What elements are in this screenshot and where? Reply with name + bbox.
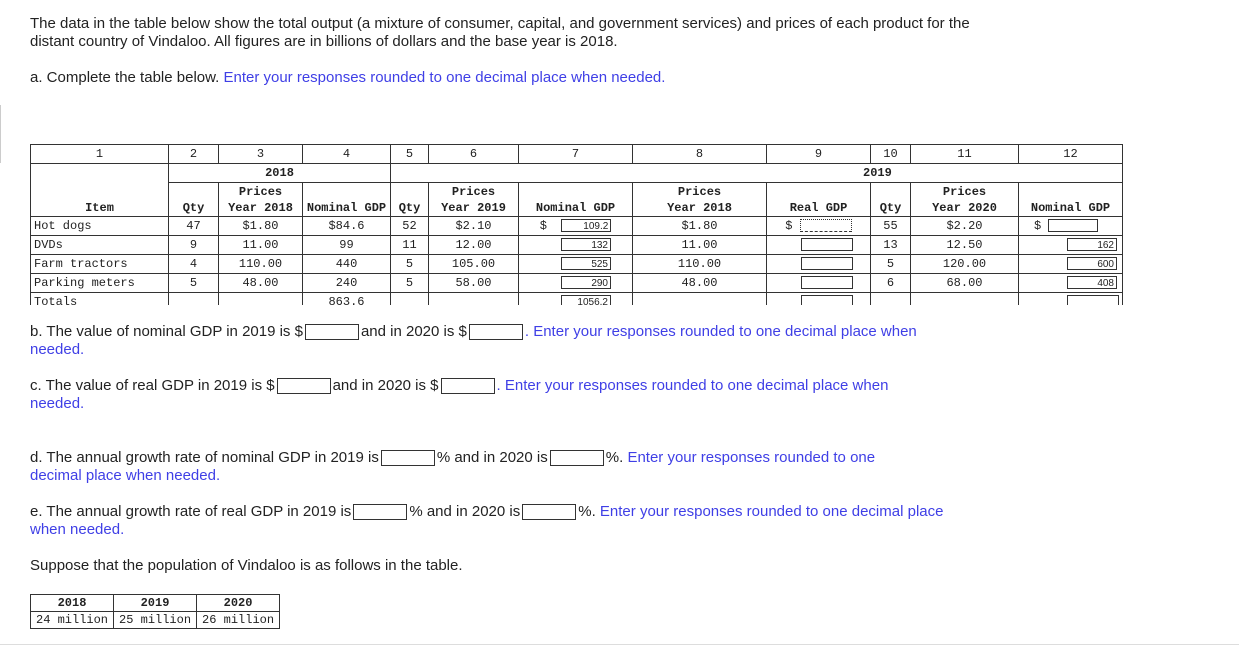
- population-intro: Suppose that the population of Vindaloo is as follows in the table.: [30, 557, 463, 574]
- part-e-text-3: %.: [578, 503, 596, 520]
- col-num: 8: [633, 145, 767, 164]
- real-gdp-2019-input[interactable]: [277, 378, 331, 394]
- qty-cell: 55: [871, 217, 911, 236]
- nominal-2020-input[interactable]: 162: [1067, 238, 1117, 251]
- dollar-sign: $: [1034, 219, 1042, 233]
- part-b-hint: . Enter your responses rounded to one decimal place when needed.: [30, 323, 917, 358]
- item-header: Item: [85, 201, 114, 215]
- real-gdp-input[interactable]: [800, 219, 852, 232]
- qty-header: Qty: [169, 183, 219, 217]
- qty-cell: 5: [391, 274, 429, 293]
- price-cell: $1.80: [219, 217, 303, 236]
- table-row: [31, 274, 1123, 293]
- population-value: 25 million: [114, 612, 197, 629]
- left-divider: [0, 105, 1, 163]
- gdp-table-container: [30, 144, 1159, 305]
- nominal-cell: 240: [303, 274, 391, 293]
- price-cell: 110.00: [219, 255, 303, 274]
- col-num: 11: [911, 145, 1019, 164]
- header-row: [31, 183, 1123, 217]
- price-cell: 11.00: [633, 236, 767, 255]
- item-cell: Farm tractors: [31, 255, 169, 274]
- part-c-hint: . Enter your responses rounded to one decimal place when needed.: [30, 377, 889, 412]
- nominal-gdp-2020-input[interactable]: [469, 324, 523, 340]
- price-cell: 58.00: [429, 274, 519, 293]
- part-a-hint: Enter your responses rounded to one decimal place when needed.: [223, 69, 666, 86]
- part-a-text: a. Complete the table below.: [30, 69, 220, 86]
- qty-cell: 9: [169, 236, 219, 255]
- population-year: 2018: [31, 595, 114, 612]
- population-table: [30, 594, 280, 629]
- population-year: 2019: [114, 595, 197, 612]
- population-year: 2020: [197, 595, 280, 612]
- column-number-row: [31, 145, 1123, 164]
- totals-row: [31, 293, 1123, 306]
- col-num: 7: [519, 145, 633, 164]
- col-num: 5: [391, 145, 429, 164]
- qty-cell: 5: [871, 255, 911, 274]
- col-num: 9: [767, 145, 871, 164]
- part-d-text-2: % and in 2020 is: [436, 449, 548, 466]
- col-num: 2: [169, 145, 219, 164]
- qty-2020-header: Qty: [871, 183, 911, 217]
- part-b-text-2: and in 2020 is $: [360, 323, 467, 340]
- population-value: 24 million: [31, 612, 114, 629]
- population-table-container: [30, 594, 280, 629]
- item-cell: Parking meters: [31, 274, 169, 293]
- nominal-cell: 99: [303, 236, 391, 255]
- real-gdp-2020-input[interactable]: [441, 378, 495, 394]
- year-2019-header: 2019: [391, 164, 1123, 183]
- price-cell: 48.00: [633, 274, 767, 293]
- prices-2018-header: Prices Year 2018: [219, 183, 303, 217]
- intro-text: The data in the table below show the total output (a mixture of consumer, capital, and government services) and prices of each product for the distant country of Vindaloo. All figures are in billions of dollars and the base year is 2018.: [30, 15, 970, 50]
- price-cell: 120.00: [911, 255, 1019, 274]
- nominal-2020-input[interactable]: 408: [1067, 276, 1117, 289]
- nominal-2019-input[interactable]: 132: [561, 238, 611, 251]
- qty-cell: 47: [169, 217, 219, 236]
- qty-cell: 5: [169, 274, 219, 293]
- price-cell: 68.00: [911, 274, 1019, 293]
- real-growth-2019-input[interactable]: [353, 504, 407, 520]
- price-cell: 11.00: [219, 236, 303, 255]
- price-cell: $1.80: [633, 217, 767, 236]
- prices-2018-b-header: Prices Year 2018: [633, 183, 767, 217]
- price-cell: 110.00: [633, 255, 767, 274]
- real-gdp-input[interactable]: [801, 238, 853, 251]
- part-b: [30, 323, 970, 359]
- part-e-text-2: % and in 2020 is: [409, 503, 521, 520]
- nominal-growth-2019-input[interactable]: [381, 450, 435, 466]
- totals-real-gdp-input[interactable]: [801, 295, 853, 305]
- table-row: [31, 255, 1123, 274]
- totals-nominal-2019-input[interactable]: 1056.2: [561, 295, 611, 305]
- item-cell: DVDs: [31, 236, 169, 255]
- price-cell: 12.00: [429, 236, 519, 255]
- nominal-2019-input[interactable]: 525: [561, 257, 611, 270]
- part-c-text-1: c. The value of real GDP in 2019 is $: [30, 377, 275, 394]
- part-b-text-1: b. The value of nominal GDP in 2019 is $: [30, 323, 303, 340]
- qty-cell: 5: [391, 255, 429, 274]
- nominal-2019-input[interactable]: 290: [561, 276, 611, 289]
- year-2018-header: 2018: [169, 164, 391, 183]
- population-value: 26 million: [197, 612, 280, 629]
- part-a: [30, 69, 665, 87]
- nominal-2020-input[interactable]: 600: [1067, 257, 1117, 270]
- real-gdp-input[interactable]: [801, 257, 853, 270]
- part-e: [30, 503, 950, 539]
- year-row: [31, 164, 1123, 183]
- qty-cell: 11: [391, 236, 429, 255]
- qty-2019-header: Qty: [391, 183, 429, 217]
- part-c-text-2: and in 2020 is $: [332, 377, 439, 394]
- nominal-gdp-2019-input[interactable]: [305, 324, 359, 340]
- nominal-2020-input[interactable]: [1048, 219, 1098, 232]
- part-d-hint: Enter your responses rounded to one decimal place when needed.: [30, 449, 876, 484]
- price-cell: $2.20: [911, 217, 1019, 236]
- nominal-2019-input[interactable]: 109.2: [561, 219, 611, 232]
- col-num: 6: [429, 145, 519, 164]
- price-cell: $2.10: [429, 217, 519, 236]
- totals-nominal-2018: 863.6: [303, 293, 391, 306]
- population-header-row: [31, 595, 280, 612]
- part-d: [30, 449, 930, 485]
- dollar-sign: $: [785, 219, 793, 233]
- part-d-text-1: d. The annual growth rate of nominal GDP in 2019 is: [30, 449, 379, 466]
- bottom-divider: [0, 644, 1239, 645]
- nominal-gdp-2018-header: Nominal GDP: [303, 183, 391, 217]
- part-e-text-1: e. The annual growth rate of real GDP in 2019 is: [30, 503, 352, 520]
- col-num: 4: [303, 145, 391, 164]
- price-cell: 12.50: [911, 236, 1019, 255]
- qty-cell: 52: [391, 217, 429, 236]
- real-growth-2020-input[interactable]: [522, 504, 576, 520]
- real-gdp-input[interactable]: [801, 276, 853, 289]
- qty-cell: 13: [871, 236, 911, 255]
- price-cell: 105.00: [429, 255, 519, 274]
- col-num: 3: [219, 145, 303, 164]
- totals-label: Totals: [31, 293, 169, 306]
- col-num: 1: [31, 145, 169, 164]
- nominal-gdp-2020-header: Nominal GDP: [1019, 183, 1123, 217]
- nominal-cell: $84.6: [303, 217, 391, 236]
- real-gdp-header: Real GDP: [767, 183, 871, 217]
- table-row: [31, 236, 1123, 255]
- part-c: [30, 377, 940, 413]
- col-num: 10: [871, 145, 911, 164]
- price-cell: 48.00: [219, 274, 303, 293]
- part-e-hint: Enter your responses rounded to one decimal place when needed.: [30, 503, 944, 538]
- prices-2020-header: Prices Year 2020: [911, 183, 1019, 217]
- dollar-sign: $: [539, 219, 547, 233]
- item-cell: Hot dogs: [31, 217, 169, 236]
- nominal-gdp-2019-header: Nominal GDP: [519, 183, 633, 217]
- col-num: 12: [1019, 145, 1123, 164]
- totals-nominal-2020-input[interactable]: [1067, 295, 1119, 305]
- table-row: [31, 217, 1123, 236]
- nominal-cell: 440: [303, 255, 391, 274]
- nominal-growth-2020-input[interactable]: [550, 450, 604, 466]
- gdp-table: [30, 144, 1123, 305]
- qty-cell: 4: [169, 255, 219, 274]
- prices-2019-header: Prices Year 2019: [429, 183, 519, 217]
- population-value-row: [31, 612, 280, 629]
- part-d-text-3: %.: [605, 449, 624, 466]
- qty-cell: 6: [871, 274, 911, 293]
